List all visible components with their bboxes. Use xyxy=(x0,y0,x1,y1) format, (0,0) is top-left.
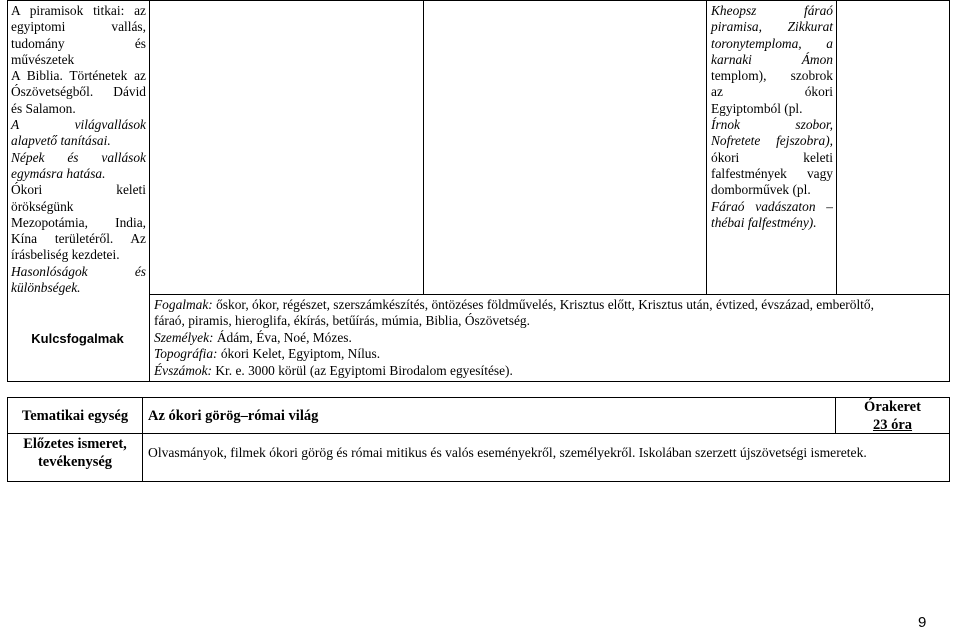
szemelyek-value: Ádám, Éva, Noé, Mózes. xyxy=(213,329,352,345)
topografia-line xyxy=(154,346,949,362)
elozetes-ismeret-label-1: Előzetes ismeret, xyxy=(23,436,127,452)
fogalmak-label: Fogalmak: xyxy=(154,297,213,312)
artwork-example-line: ókori keleti xyxy=(711,149,833,165)
left-topic-line: egymásra hatása. xyxy=(11,165,106,181)
artwork-example-line: domborművek (pl. xyxy=(711,182,811,198)
artwork-example-line: templom), szobrok xyxy=(711,68,833,84)
orakeret-value: 23 óra xyxy=(872,417,913,433)
artwork-example-line: Nofretete fejszobra), xyxy=(711,133,833,149)
lower-table-right-border xyxy=(949,397,950,482)
artwork-example-line: Írnok szobor, xyxy=(711,117,833,133)
lower-table-top-border xyxy=(7,397,950,398)
artwork-example-line: toronytemploma, a xyxy=(711,35,833,51)
orakeret-label: Órakeret xyxy=(864,399,921,415)
upper-table-inner-divider-2 xyxy=(706,0,707,294)
key-concepts xyxy=(154,297,949,379)
artwork-example-line: Egyiptomból (pl. xyxy=(711,100,803,116)
elozetes-ismeret-value: Olvasmányok, filmek ókori görög és római mitikus és valós eseményekről, személyekről. Iskolában szerzett újszövetségi ismeretek. xyxy=(148,445,867,460)
artwork-examples xyxy=(711,3,833,231)
left-topic-list xyxy=(11,3,146,296)
left-topic-line: Ókori keleti xyxy=(11,182,146,198)
left-topic-line: tudomány és xyxy=(11,35,146,51)
left-topic-line: művészetek xyxy=(11,51,75,67)
left-topic-line: különbségek. xyxy=(11,280,81,296)
tematikai-egyseg-label: Tematikai egység xyxy=(21,408,129,424)
left-topic-line: és Salamon. xyxy=(11,100,76,116)
topografia-label: Topográfia: xyxy=(154,346,218,362)
tematikai-egyseg-value: Az ókori görög–római világ xyxy=(148,408,319,424)
left-topic-line: egyiptomi vallás, xyxy=(11,19,146,35)
evszamok-line xyxy=(154,363,949,379)
elozetes-ismeret-label-2: tevékenység xyxy=(37,454,113,470)
upper-table-bottom-border xyxy=(7,381,950,382)
left-topic-line: Kína területéről. Az xyxy=(11,231,146,247)
evszamok-label: Évszámok: xyxy=(154,362,213,378)
left-topic-line: A piramisok titkai: az xyxy=(11,3,146,18)
szemelyek-line xyxy=(154,330,949,346)
lower-table-col-divider xyxy=(142,397,143,482)
kulcsfogalmak-label: Kulcsfogalmak xyxy=(31,331,124,346)
artwork-example-line: thébai falfestmény). xyxy=(711,214,817,230)
upper-table-col-divider xyxy=(149,0,150,382)
artwork-example-line: karnaki Ámon xyxy=(711,51,833,67)
upper-table-inner-divider-1 xyxy=(423,0,424,294)
topografia-value: ókori Kelet, Egyiptom, Nílus. xyxy=(217,346,381,362)
left-topic-line: alapvető tanításai. xyxy=(11,133,111,149)
fogalmak-line-2: fáraó, piramis, hieroglifa, ékírás, betűírás, múmia, Biblia, Ószövetség. xyxy=(154,313,530,329)
evszamok-value: Kr. e. 3000 körül (az Egyiptomi Birodalom egyesítése). xyxy=(212,362,513,378)
left-topic-line: A világvallások xyxy=(11,117,146,133)
left-topic-line: Mezopotámia, India, xyxy=(11,214,146,230)
left-topic-line: írásbeliség kezdetei. xyxy=(11,247,120,263)
page-number: 9 xyxy=(918,614,927,631)
artwork-example-line: Kheopsz fáraó xyxy=(711,3,833,18)
lower-table-row-divider xyxy=(7,433,950,434)
artwork-example-line: az ókori xyxy=(711,84,833,100)
left-topic-line: Hasonlóságok és xyxy=(11,263,146,279)
artwork-example-line: falfestmények vagy xyxy=(711,165,833,181)
fogalmak-line-1 xyxy=(154,297,949,313)
left-topic-line: Népek és vallások xyxy=(11,149,146,165)
upper-table-inner-divider-3 xyxy=(836,0,837,294)
artwork-example-line: Fáraó vadászaton – xyxy=(711,198,833,214)
upper-table-right-border xyxy=(949,0,950,382)
left-topic-line: Ószövetségből. Dávid xyxy=(11,84,146,100)
szemelyek-label: Személyek: xyxy=(154,329,214,345)
artwork-example-line: piramisa, Zikkurat xyxy=(711,19,833,35)
lower-table-bottom-border xyxy=(7,481,950,482)
left-topic-line: örökségünk xyxy=(11,198,74,214)
upper-table-left-border xyxy=(7,0,8,382)
fogalmak-value-1: őskor, ókor, régészet, szerszámkészítés, öntözéses földművelés, Krisztus előtt, Krisztus után, évtized, évszázad, emberöltő, xyxy=(212,297,874,312)
left-topic-line: A Biblia. Történetek az xyxy=(11,68,146,84)
upper-table-row-divider xyxy=(149,294,950,295)
